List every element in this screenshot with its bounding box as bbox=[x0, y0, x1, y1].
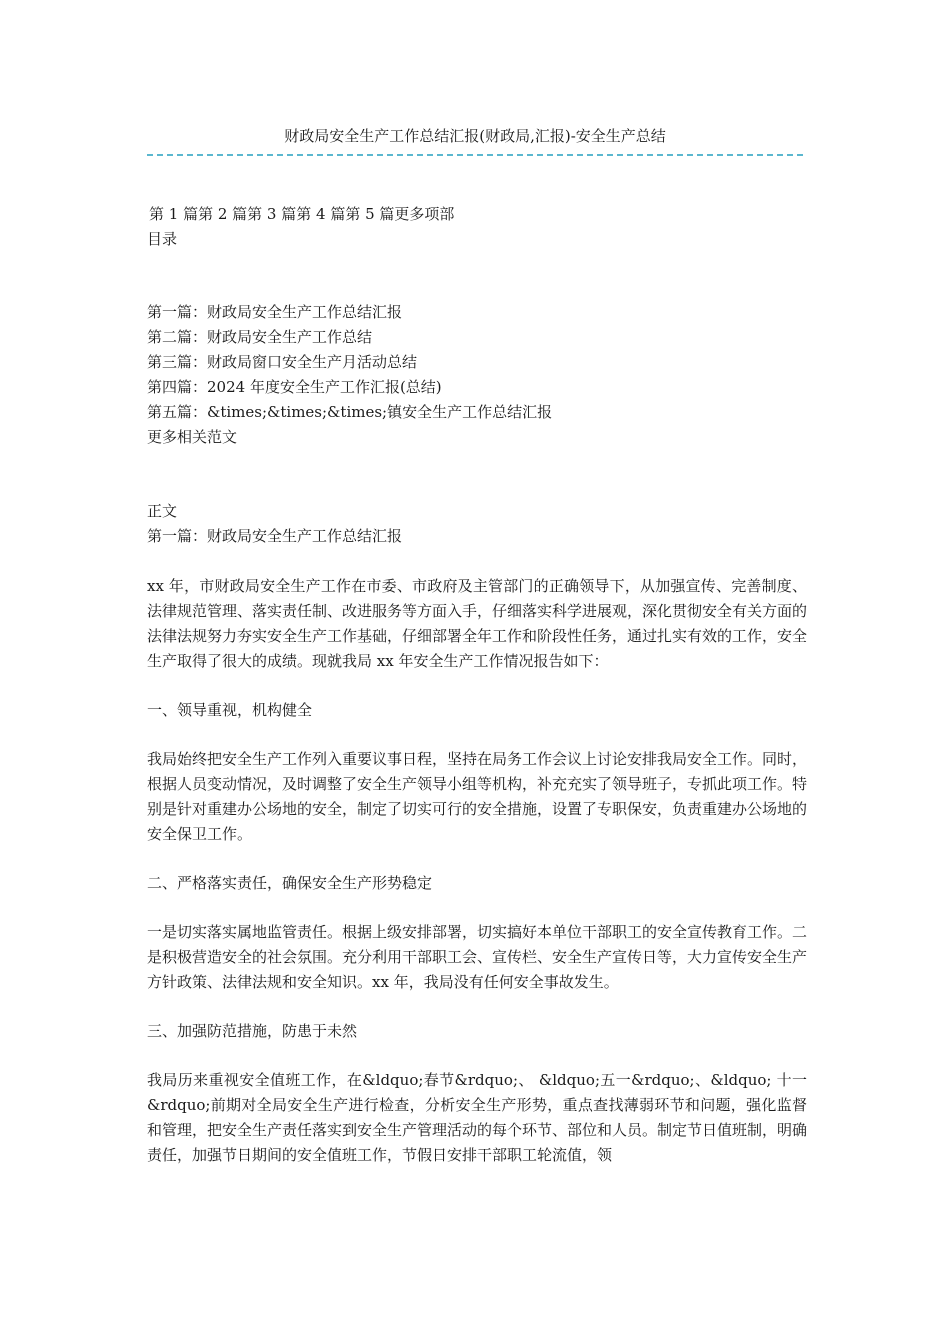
document-title: 财政局安全生产工作总结汇报(财政局,汇报)-安全生产总结 bbox=[284, 127, 666, 145]
toc-item[interactable]: 第一篇：财政局安全生产工作总结汇报 bbox=[147, 303, 403, 321]
toc-label: 目录 bbox=[147, 230, 178, 248]
section-title: 第一篇：财政局安全生产工作总结汇报 bbox=[147, 527, 403, 545]
toc-list bbox=[147, 300, 807, 450]
toc-item[interactable]: 第五篇：&times;&times;&times;镇安全生产工作总结汇报 bbox=[147, 403, 553, 421]
main-heading bbox=[147, 499, 807, 549]
paragraph: xx 年，市财政局安全生产工作在市委、市政府及主管部门的正确领导下，从加强宣传、完善制度、法律规范管理、落实责任制、改进服务等方面入手，仔细落实科学进展观，深化贯彻安全有关方面的法律法规努力夯实安全生产工作基础，仔细部署全年工作和阶段性任务，通过扎实有效的工作，安全生产取得了很大的成绩。现就我局 xx 年安全生产工作情况报告如下： bbox=[147, 577, 808, 670]
section-heading: 一、领导重视，机构健全 bbox=[147, 701, 313, 719]
section-heading: 二、严格落实责任，确保安全生产形势稳定 bbox=[147, 874, 433, 892]
toc-item[interactable]: 第三篇：财政局窗口安全生产月活动总结 bbox=[147, 353, 418, 371]
paragraph: 一是切实落实属地监管责任。根据上级安排部署，切实搞好本单位干部职工的安全宣传教育工作。二是积极营造安全的社会氛围。充分利用干部职工会、宣传栏、安全生产宣传日等，大力宣传安全生产方针政策、法律法规和安全知识。xx 年，我局没有任何安全事故发生。 bbox=[147, 923, 808, 991]
article-tabs[interactable]: 第 1 篇第 2 篇第 3 篇第 4 篇第 5 篇更多项部 bbox=[149, 205, 455, 223]
article-content bbox=[147, 574, 807, 1168]
main-label: 正文 bbox=[147, 502, 178, 520]
paragraph: 我局历来重视安全值班工作，在&ldquo;春节&rdquo;、 &ldquo;五一&rdquo;、&ldquo; 十一&rdquo;前期对全局安全生产进行检查，分析安全生产形势，重点查找薄弱环节和问题，强化监督和管理，把安全生产责任落实到安全生产管理活动的每个环节、部位和人员。制定节日值班制，明确责任，加强节日期间的安全值班工作，节假日安排干部职工轮流值，领 bbox=[147, 1071, 808, 1164]
toc-header bbox=[147, 202, 807, 252]
title-divider bbox=[147, 154, 803, 156]
paragraph: 我局始终把安全生产工作列入重要议事日程，坚持在局务工作会议上讨论安排我局安全工作。同时，根据人员变动情况，及时调整了安全生产领导小组等机构，补充充实了领导班子，专抓此项工作。特别是针对重建办公场地的安全，制定了切实可行的安全措施，设置了专职保安，负责重建办公场地的安全保卫工作。 bbox=[147, 750, 808, 843]
toc-item[interactable]: 第二篇：财政局安全生产工作总结 bbox=[147, 328, 373, 346]
more-related-link[interactable]: 更多相关范文 bbox=[147, 428, 238, 446]
toc-item[interactable]: 第四篇：2024 年度安全生产工作汇报(总结) bbox=[147, 378, 442, 396]
section-heading: 三、加强防范措施，防患于未然 bbox=[147, 1022, 358, 1040]
